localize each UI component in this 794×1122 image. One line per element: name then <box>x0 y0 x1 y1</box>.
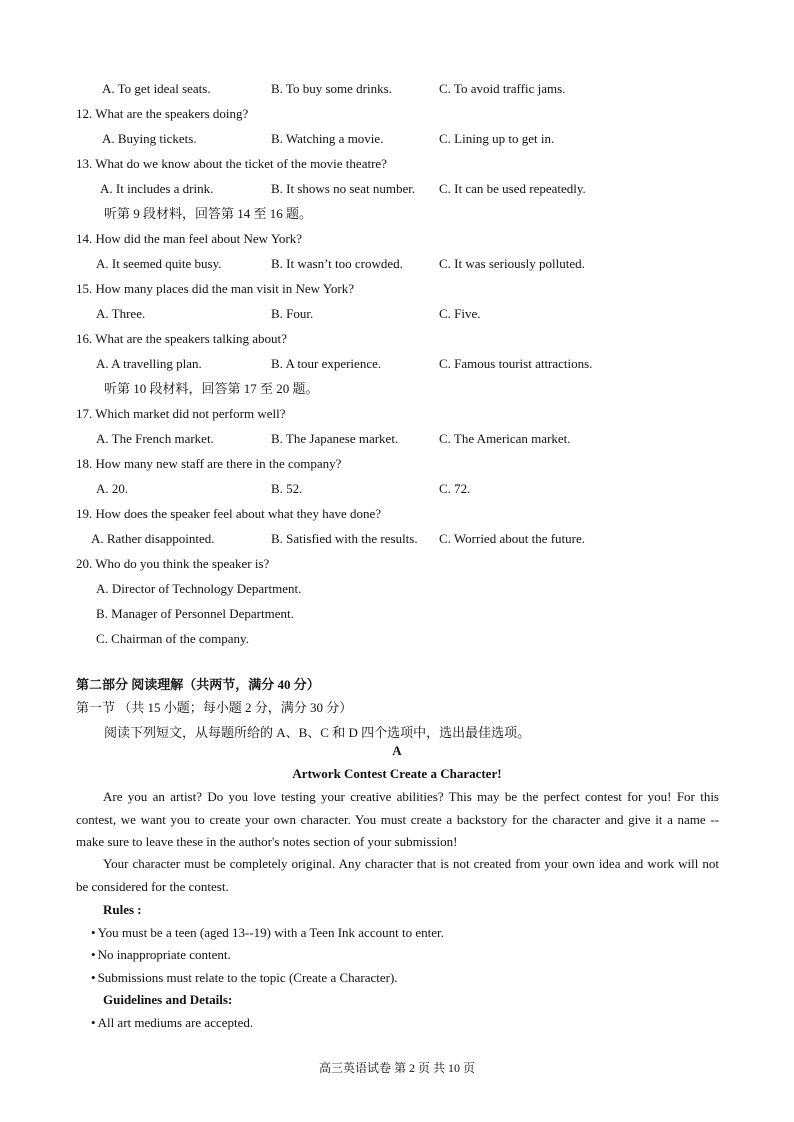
q17-option-a: A. The French market. <box>96 431 214 446</box>
question-18: 18. How many new staff are there in the company? <box>76 456 342 471</box>
question-17: 17. Which market did not perform well? <box>76 406 286 421</box>
q16-option-c: C. Famous tourist attractions. <box>439 356 593 371</box>
question-14: 14. How did the man feel about New York? <box>76 231 303 246</box>
passage-paragraph-1: Are you an artist? Do you love testing your creative abilities? This may be the perfect contest for you! For this contest, we want you to create your own character. You must create a backstory for the character and give it a name -- make sure to leave these in the author's notes section of your submission! <box>76 789 719 849</box>
guideline-item: • All art mediums are accepted. <box>91 1015 253 1031</box>
q11-option-c: C. To avoid traffic jams. <box>439 81 566 96</box>
q13-option-a: A. It includes a drink. <box>100 181 214 196</box>
page-footer: 高三英语试卷 第 2 页 共 10 页 <box>318 1061 475 1075</box>
q17-option-c: C. The American market. <box>439 431 571 446</box>
q18-option-a: A. 20. <box>96 481 129 496</box>
section-title: 第一节 （共 15 小题；每小题 2 分，满分 30 分） <box>76 700 353 715</box>
q11-option-b: B. To buy some drinks. <box>271 81 392 96</box>
passage-letter: A <box>392 743 402 758</box>
q20-option-a: A. Director of Technology Department. <box>96 581 302 596</box>
passage-title: Artwork Contest Create a Character! <box>292 766 502 781</box>
q12-option-c: C. Lining up to get in. <box>439 131 555 146</box>
q17-option-b: B. The Japanese market. <box>271 431 399 446</box>
q15-option-c: C. Five. <box>439 306 481 321</box>
q19-option-a: A. Rather disappointed. <box>91 531 215 546</box>
instruction-section-9: 听第 9 段材料，回答第 14 至 16 题。 <box>104 206 313 221</box>
q14-option-c: C. It was seriously polluted. <box>439 256 585 271</box>
question-16: 16. What are the speakers talking about? <box>76 331 287 346</box>
question-20: 20. Who do you think the speaker is? <box>76 556 270 571</box>
q13-option-b: B. It shows no seat number. <box>271 181 416 196</box>
rule-item: • No inappropriate content. <box>91 947 231 963</box>
q16-option-a: A. A travelling plan. <box>96 356 202 371</box>
question-15: 15. How many places did the man visit in New York? <box>76 281 355 296</box>
q16-option-b: B. A tour experience. <box>271 356 382 371</box>
question-19: 19. How does the speaker feel about what they have done? <box>76 506 382 521</box>
q14-option-b: B. It wasn’t too crowded. <box>271 256 403 271</box>
part-title: 第二部分 阅读理解（共两节，满分 40 分） <box>76 677 320 692</box>
q12-option-b: B. Watching a movie. <box>271 131 384 146</box>
q19-option-c: C. Worried about the future. <box>439 531 586 546</box>
q11-option-a: A. To get ideal seats. <box>102 81 211 96</box>
rule-item: • You must be a teen (aged 13--19) with a Teen Ink account to enter. <box>91 925 444 941</box>
rule-item: • Submissions must relate to the topic (Create a Character). <box>91 970 398 986</box>
q14-option-a: A. It seemed quite busy. <box>96 256 222 271</box>
reading-instruction: 阅读下列短文，从每题所给的 A、B、C 和 D 四个选项中，选出最佳选项。 <box>104 725 531 740</box>
q12-option-a: A. Buying tickets. <box>102 131 197 146</box>
guidelines-heading: Guidelines and Details: <box>103 992 233 1007</box>
q18-option-c: C. 72. <box>439 481 471 496</box>
rules-heading: Rules : <box>103 902 142 917</box>
instruction-section-10: 听第 10 段材料，回答第 17 至 20 题。 <box>104 381 319 396</box>
q18-option-b: B. 52. <box>271 481 303 496</box>
q15-option-b: B. Four. <box>271 306 314 321</box>
q19-option-b: B. Satisfied with the results. <box>271 531 418 546</box>
q13-option-c: C. It can be used repeatedly. <box>439 181 586 196</box>
passage-paragraph-2: Your character must be completely original. Any character that is not created from your own idea and work will not be considered for the contest. <box>76 856 719 894</box>
q20-option-b: B. Manager of Personnel Department. <box>96 606 294 621</box>
question-13: 13. What do we know about the ticket of the movie theatre? <box>76 156 387 171</box>
question-12: 12. What are the speakers doing? <box>76 106 249 121</box>
q20-option-c: C. Chairman of the company. <box>96 631 249 646</box>
q15-option-a: A. Three. <box>96 306 146 321</box>
